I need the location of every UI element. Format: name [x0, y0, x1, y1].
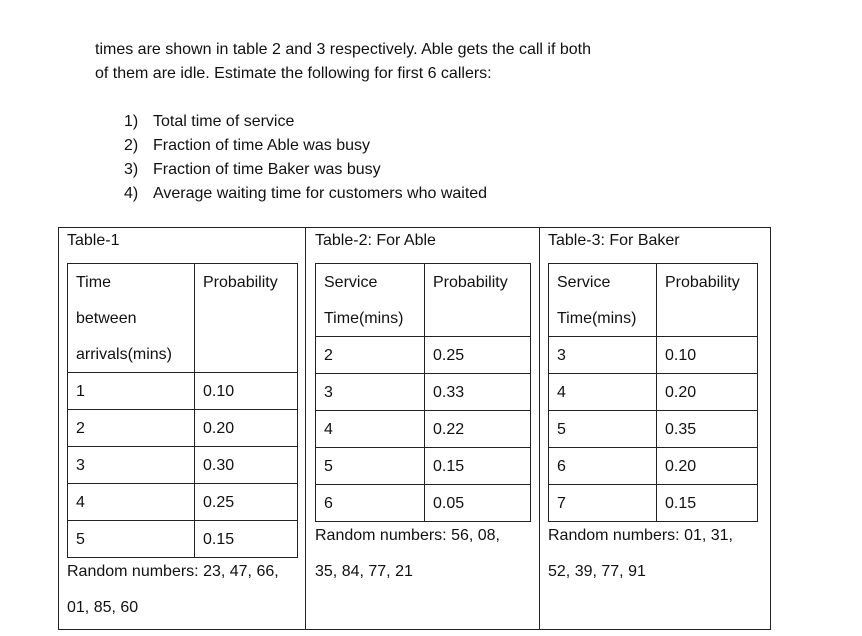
cell-text: 4	[324, 421, 333, 438]
table-row	[316, 485, 531, 522]
table2	[315, 263, 531, 522]
table-cell	[68, 264, 195, 373]
cell-text: 0.20	[665, 384, 697, 401]
table-cell	[657, 485, 758, 522]
table-row	[316, 374, 531, 411]
list-item	[124, 134, 487, 158]
list-number: 2)	[124, 137, 139, 154]
table-cell	[68, 410, 195, 447]
cell-text: 6	[324, 495, 333, 512]
cell-text: 0.25	[433, 347, 465, 364]
cell-text: 4	[76, 494, 85, 511]
cell-text: 0.20	[665, 458, 697, 475]
header-text: Service	[557, 274, 611, 291]
table-cell	[425, 485, 531, 522]
cell-text: 0.15	[433, 458, 465, 475]
cell-text: 0.30	[203, 457, 235, 474]
table-cell	[316, 264, 425, 337]
list-item	[124, 110, 487, 134]
cell-text: 3	[76, 457, 85, 474]
cell-text: 0.10	[665, 347, 697, 364]
intro-line: of them are idle. Estimate the following for first 6 callers:	[95, 65, 492, 82]
table-row	[549, 485, 758, 522]
header-text: Service	[324, 274, 378, 291]
table-cell	[549, 448, 657, 485]
table3-caption: Table-3: For Baker	[548, 232, 680, 249]
header-text: Probability	[203, 274, 278, 291]
cell-text: 0.05	[433, 495, 465, 512]
table-row	[549, 374, 758, 411]
column-divider	[539, 228, 540, 629]
table-cell	[195, 373, 298, 410]
table1-random-numbers: 01, 85, 60	[67, 599, 139, 616]
cell-text: 3	[324, 384, 333, 401]
table-row	[549, 264, 758, 337]
table1-random-numbers: Random numbers: 23, 47, 66,	[67, 563, 279, 580]
table-cell	[657, 264, 758, 337]
table-cell	[316, 411, 425, 448]
header-text: arrivals(mins)	[76, 346, 172, 363]
table-row	[68, 484, 298, 521]
table-cell	[549, 337, 657, 374]
list-text: Fraction of time Able was busy	[153, 137, 370, 154]
table-cell	[195, 484, 298, 521]
header-text: Probability	[433, 274, 508, 291]
table-cell	[425, 264, 531, 337]
list-text: Average waiting time for customers who waited	[153, 185, 488, 202]
table3-random-numbers: Random numbers: 01, 31,	[548, 527, 733, 544]
tables-frame	[58, 227, 771, 630]
table-cell	[549, 485, 657, 522]
cell-text: 5	[557, 421, 566, 438]
table-cell	[316, 337, 425, 374]
question-list	[124, 110, 487, 206]
list-item	[124, 158, 487, 182]
table3	[548, 263, 758, 522]
header-text: between	[76, 310, 137, 327]
table-row	[68, 447, 298, 484]
header-text: Time(mins)	[324, 310, 404, 327]
table-cell	[68, 373, 195, 410]
table-cell	[425, 448, 531, 485]
list-number: 4)	[124, 185, 139, 202]
table2-random-numbers: 35, 84, 77, 21	[315, 563, 413, 580]
table-cell	[657, 448, 758, 485]
list-text: Fraction of time Baker was busy	[153, 161, 381, 178]
cell-text: 0.15	[665, 495, 697, 512]
cell-text: 2	[324, 347, 333, 364]
table-row	[68, 410, 298, 447]
header-text: Time	[76, 274, 111, 291]
cell-text: 0.10	[203, 383, 235, 400]
cell-text: 3	[557, 347, 566, 364]
table-row	[549, 337, 758, 374]
cell-text: 0.20	[203, 420, 235, 437]
table2-caption: Table-2: For Able	[315, 232, 436, 249]
cell-text: 7	[557, 495, 566, 512]
table-row	[549, 411, 758, 448]
table-cell	[316, 374, 425, 411]
table-cell	[195, 447, 298, 484]
cell-text: 5	[324, 458, 333, 475]
table1	[67, 263, 298, 558]
table-cell	[316, 448, 425, 485]
cell-text: 2	[76, 420, 85, 437]
list-text: Total time of service	[153, 113, 295, 130]
cell-text: 5	[76, 531, 85, 548]
table-cell	[316, 485, 425, 522]
cell-text: 0.22	[433, 421, 465, 438]
table-cell	[425, 374, 531, 411]
table-row	[316, 448, 531, 485]
table-cell	[657, 337, 758, 374]
table-cell	[68, 521, 195, 558]
table-row	[316, 337, 531, 374]
cell-text: 1	[76, 383, 85, 400]
list-number: 1)	[124, 113, 139, 130]
column-divider	[305, 228, 306, 629]
table-row	[68, 264, 298, 373]
cell-text: 0.15	[203, 531, 235, 548]
table-row	[68, 521, 298, 558]
cell-text: 0.33	[433, 384, 465, 401]
intro-paragraph	[95, 38, 591, 86]
table3-random-numbers: 52, 39, 77, 91	[548, 563, 646, 580]
cell-text: 0.35	[665, 421, 697, 438]
table-cell	[195, 264, 298, 373]
header-text: Probability	[665, 274, 740, 291]
cell-text: 0.25	[203, 494, 235, 511]
cell-text: 4	[557, 384, 566, 401]
table-cell	[549, 264, 657, 337]
table1-caption: Table-1	[67, 232, 120, 249]
table-cell	[549, 411, 657, 448]
list-item	[124, 182, 487, 206]
table2-random-numbers: Random numbers: 56, 08,	[315, 527, 500, 544]
table-cell	[657, 374, 758, 411]
table-row	[316, 411, 531, 448]
header-text: Time(mins)	[557, 310, 637, 327]
table-cell	[68, 484, 195, 521]
intro-line: times are shown in table 2 and 3 respectively. Able gets the call if both	[95, 41, 591, 58]
cell-text: 6	[557, 458, 566, 475]
table-row	[316, 264, 531, 337]
table-cell	[68, 447, 195, 484]
table-cell	[549, 374, 657, 411]
list-number: 3)	[124, 161, 139, 178]
table-cell	[195, 521, 298, 558]
table-cell	[657, 411, 758, 448]
table-cell	[425, 337, 531, 374]
table-cell	[425, 411, 531, 448]
table-cell	[195, 410, 298, 447]
table-row	[549, 448, 758, 485]
table-row	[68, 373, 298, 410]
